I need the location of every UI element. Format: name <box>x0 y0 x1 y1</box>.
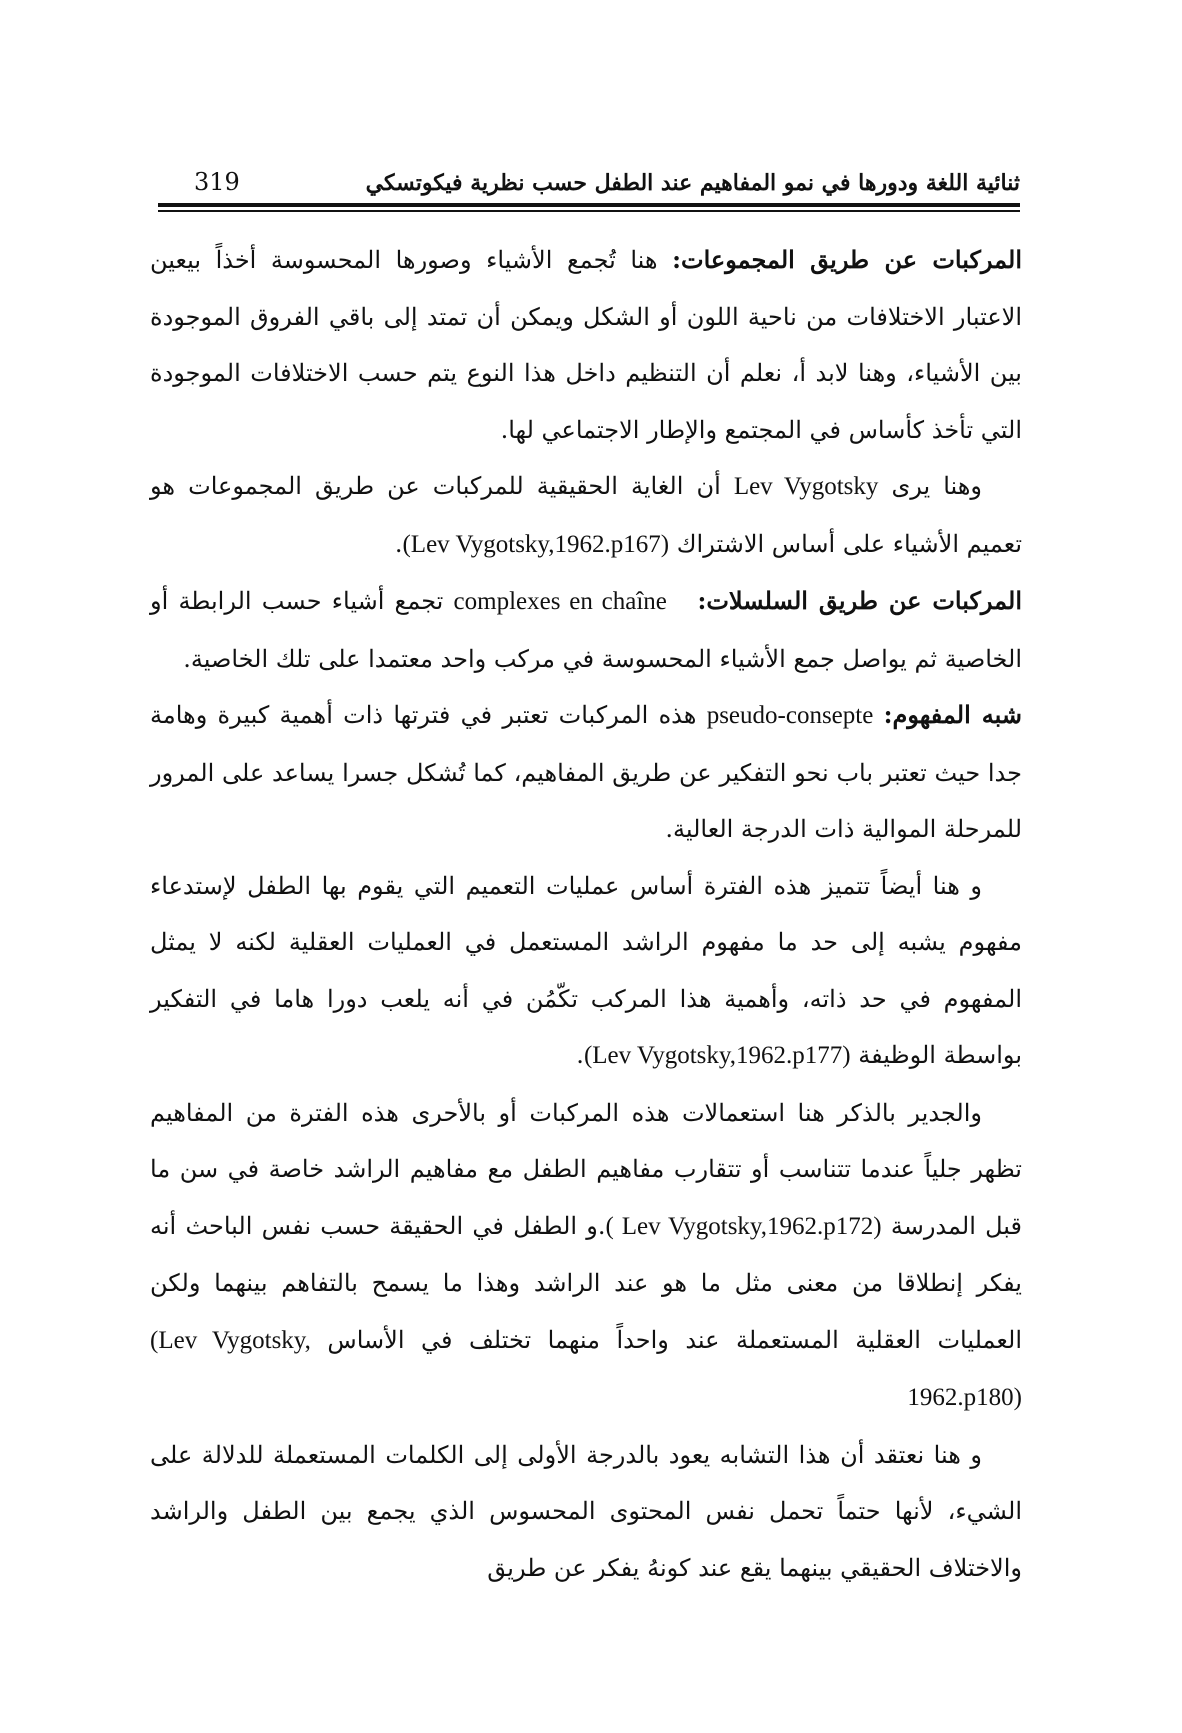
running-header <box>158 150 1020 196</box>
paragraph-text: و هنا أيضاً تتميز هذه الفترة أساس عمليات التعميم التي يقوم بها الطفل لإستدعاء مفهوم يشبه إلى حد ما مفهوم الراشد المستعمل في العمليات العقلية لكنه لا يمثل المفهوم في حد ذاته، وأهمية هذا المركب تكّمُن في أنه يلعب دورا هاما في التفكير بواسطة الوظيفة <box>150 871 1022 1069</box>
paragraph-chains <box>150 573 1022 687</box>
heading-complexes-by-chains: المركبات عن طريق السلسلات: <box>697 586 1022 615</box>
paragraph-generalization <box>150 858 1022 1085</box>
paragraph-vygotsky-groups <box>150 458 1022 573</box>
paragraph-text: وهنا يرى <box>878 472 983 500</box>
page-number: 319 <box>194 168 240 196</box>
header-rule-thin <box>158 210 1020 212</box>
paragraph-text: . <box>576 1041 584 1069</box>
heading-complexes-by-groups: المركبات عن طريق المجموعات: <box>672 245 1023 274</box>
paragraph-similarity <box>150 1427 1022 1597</box>
paragraph-text: أن الغاية الحقيقية للمركبات عن طريق المجموعات هو تعميم الأشياء على أساس الاشتراك <box>150 472 1022 558</box>
paragraph-text: هنا تُجمع الأشياء وصورها المحسوسة أخذاً بيعين الاعتبار الاختلافات من ناحية اللون أو الشكل ويمكن أن تمتد إلى باقي الفروق الموجودة بين الأشياء، وهنا لابد أ، نعلم أن التنظيم داخل هذا النوع يتم حسب الاختلافات الموجودة التي تأخذ كأساس في المجتمع والإطار الاجتماعي لها. <box>150 246 1022 444</box>
citation: (Lev Vygotsky,1962.p177) <box>583 1042 851 1069</box>
paragraph-text: . <box>394 529 403 558</box>
heading-pseudo-concept: شبه المفهوم: <box>883 700 1023 729</box>
paragraph-preschool <box>150 1085 1022 1427</box>
term-pseudo-consepte: pseudo-consepte <box>706 702 874 729</box>
paragraph-groups <box>150 232 1022 458</box>
running-title: ثنائية اللغة ودورها في نمو المفاهيم عند الطفل حسب نظرية فيكوتسكي <box>365 170 1020 196</box>
body-text <box>150 232 1022 1596</box>
citation: (Lev Vygotsky,1962.p167) <box>402 530 670 558</box>
paragraph-text: و هنا نعتقد أن هذا التشابه يعود بالدرجة الأولى إلى الكلمات المستعملة للدلالة على الشيء، لأنها حتماً تحمل نفس المحتوى المحسوس الذي يجمع بين الطفل والراشد والاختلاف الحقيقي بينهما يقع عند كونهُ يفكر عن طريق <box>150 1440 1022 1582</box>
header-rule-thick <box>158 203 1020 207</box>
paragraph-text: .و الطفل في الحقيقة حسب نفس الباحث أنه يفكر إنطلاقا من معنى مثل ما هو عند الراشد وهذا ما يسمح بالتفاهم بينهما ولكن العمليات العقلية المستعملة عند واحداً منهما تختلف في الأساس <box>150 1211 1022 1354</box>
term-lev-vygotsky: Lev Vygotsky <box>733 473 879 500</box>
paragraph-text: تجمع أشياء حسب الرابطة أو الخاصية ثم يواصل جمع الأشياء المحسوسة في مركب واحد معتمدا على تلك الخاصية. <box>150 587 1022 673</box>
paragraph-text: هذه المركبات تعتبر في فترتها ذات أهمية كبيرة وهامة جدا حيث تعتبر باب نحو التفكير عن طريق المفاهيم، كما تُشكل جسرا يساعد على المرور للمرحلة الموالية ذات الدرجة العالية. <box>150 701 1022 843</box>
term-complexes-en-chaine: complexes en chaîne <box>453 588 667 615</box>
citation: ( Lev Vygotsky,1962.p172) <box>605 1212 882 1240</box>
citation: (Lev Vygotsky, 1962.p180) <box>150 1326 1022 1411</box>
paragraph-text: والجدير بالذكر هنا استعمالات هذه المركبات أو بالأحرى هذه الفترة من المفاهيم تظهر جلياً عندما تتناسب أو تتقارب مفاهيم الطفل مع مفاهيم الراشد خاصة في سن ما قبل المدرسة <box>150 1098 1023 1240</box>
paragraph-pseudo-concept <box>150 687 1022 858</box>
